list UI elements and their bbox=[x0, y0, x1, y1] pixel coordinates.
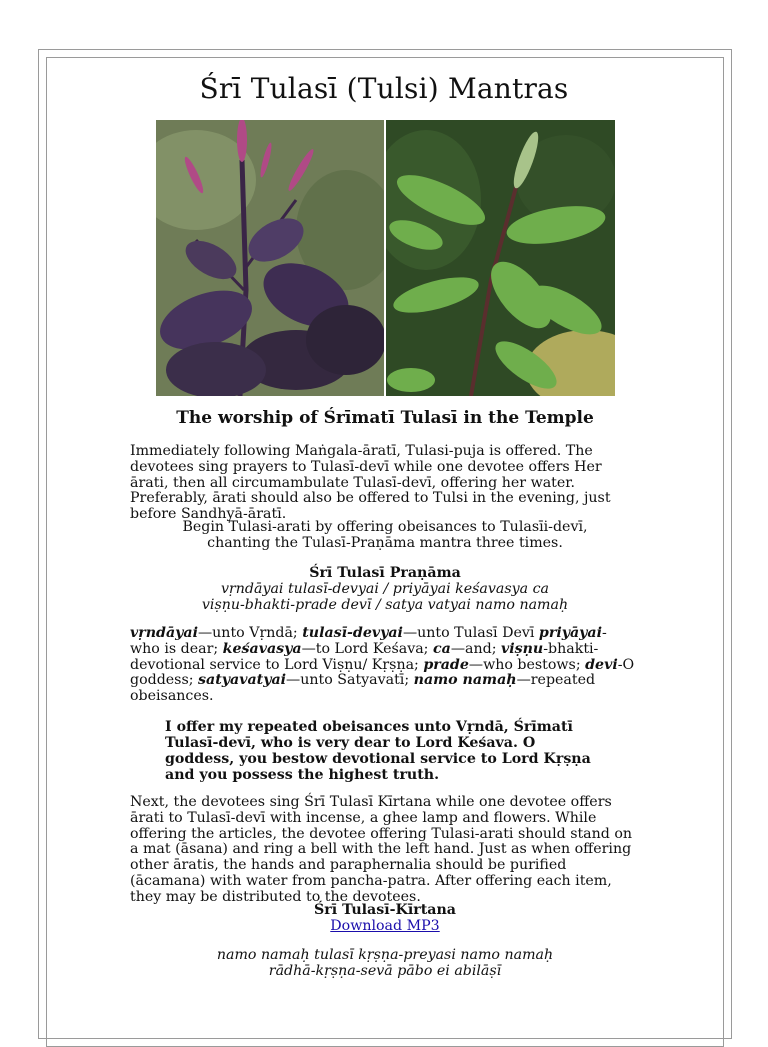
kirtana-heading bbox=[130, 903, 640, 935]
glossary-meaning: -bhakti- devotional service to Lord Viṣṇu/ Kṛṣṇa; bbox=[130, 640, 599, 673]
glossary-term: namo namaḥ bbox=[413, 672, 517, 689]
purple-tulsi-photo bbox=[156, 120, 384, 396]
glossary-term: tulasī-devyai bbox=[302, 625, 403, 641]
glossary-term: vṛndāyai bbox=[130, 625, 198, 641]
kirtana-paragraph: Next, the devotees sing Śrī Tulasī Kīrtana while one devotee offers ārati to Tulasī-devī with incense, a ghee lamp and flowers. While offering the articles, the devotee offering Tulasi-arati should stand on a mat (āsana) and ring a bell with the left hand. Just as when offering other āratis, the hands and paraphernalia should be purified (ācamana) with water from pancha-patra. After offering each item, they may be distributed to the devotees. bbox=[130, 794, 633, 905]
instruction-line-1: Begin Tulasi-arati by offering obeisances to Tulasīi-devī, bbox=[182, 519, 588, 535]
glossary-meaning: —unto Tulasī Devī bbox=[402, 625, 539, 641]
glossary-meaning: —who bestows; bbox=[468, 656, 586, 673]
word-glossary bbox=[130, 626, 640, 705]
glossary-term: satyavatyai bbox=[198, 672, 287, 689]
green-tulsi-photo bbox=[386, 120, 615, 396]
glossary-term: devi bbox=[585, 656, 618, 673]
intro-paragraph: Immediately following Maṅgala-āratī, Tulasi-puja is offered. The devotees sing prayers to Tulasī-devī while one devotee offers Her ārati, then all circumambulate Tulasī-devī, offering her water. Preferably, ārati should also be offered to Tulsi in the evening, just before Sandhyā-āratī. bbox=[130, 443, 611, 523]
glossary-meaning: —and; bbox=[450, 640, 501, 657]
glossary-meaning: —unto Vṛndā; bbox=[197, 625, 303, 641]
instruction-paragraph bbox=[130, 520, 640, 552]
verse-line-2: rādhā-kṛṣṇa-sevā pābo ei abilāṣī bbox=[268, 962, 502, 979]
section-heading: The worship of Śrīmatī Tulasī in the Temple bbox=[176, 408, 594, 428]
glossary-term: viṣṇu bbox=[500, 640, 544, 657]
glossary-term: priyāyai bbox=[538, 625, 602, 641]
verse-line-1: namo namaḥ tulasī kṛṣṇa-preyasi namo namaḥ bbox=[216, 947, 554, 963]
pranama-mantra bbox=[130, 566, 640, 613]
glossary-meaning: —repeated obeisances. bbox=[130, 672, 596, 705]
glossary-meaning: - who is dear; bbox=[130, 625, 607, 657]
glossary-term: prade bbox=[423, 656, 469, 673]
pranama-line-2: viṣṇu-bhakti-prade devī / satya vatyai namo namaḥ bbox=[201, 596, 569, 613]
download-mp3-link[interactable]: Download MP3 bbox=[330, 917, 440, 934]
glossary-term: ca bbox=[432, 640, 451, 657]
mantra-translation: I offer my repeated obeisances unto Vṛndā, Śrīmatī Tulasī-devī, who is very dear to Lord Keśava. O goddess, you bestow devotional service to Lord Kṛṣṇa and you possess the highest truth. bbox=[165, 719, 591, 783]
kirtana-verse bbox=[130, 948, 640, 980]
glossary-term: keśavasya bbox=[222, 640, 302, 657]
kirtana-title: Śrī Tulasī-Kīrtana bbox=[314, 902, 456, 918]
pranama-title: Śrī Tulasī Praṇāma bbox=[309, 565, 461, 581]
tulasi-photos bbox=[156, 120, 615, 396]
page-title: Śrī Tulasī (Tulsi) Mantras bbox=[199, 72, 569, 105]
instruction-line-2: chanting the Tulasī-Praṇāma mantra three times. bbox=[207, 534, 563, 551]
glossary-meaning: —unto Satyavatī; bbox=[286, 672, 414, 689]
glossary-meaning: -O goddess; bbox=[130, 656, 635, 689]
pranama-line-1: vṛndāyai tulasī-devyai / priyāyai keśavasya ca bbox=[220, 580, 550, 597]
glossary-meaning: —to Lord Keśava; bbox=[301, 640, 433, 657]
